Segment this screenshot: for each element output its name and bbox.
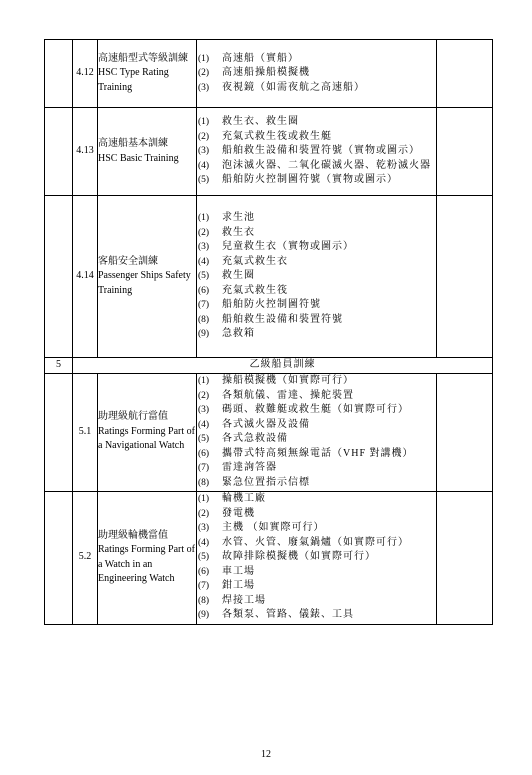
list-item-number: (1) [198, 376, 210, 386]
remark-cell [437, 373, 493, 491]
list-item-number: (9) [198, 610, 210, 621]
list-item [197, 608, 436, 623]
blank-cell [45, 108, 73, 196]
training-name [98, 108, 197, 196]
list-item-text: 主機 （如實際可行） [222, 522, 325, 534]
list-item-number: (5) [198, 175, 210, 186]
page-number: 12 [261, 749, 271, 760]
list-item-text: 水管、火管、廢氣鍋爐（如實際可行） [222, 536, 409, 548]
list-item [197, 313, 436, 328]
list-item [197, 521, 436, 536]
list-item [197, 536, 436, 551]
item-number: 5.2 [73, 491, 98, 624]
list-item-text: 充氣式救生衣 [222, 255, 288, 267]
list-item-number: (2) [198, 227, 210, 238]
list-item [197, 594, 436, 609]
list-item-text: 輪機工廠 [222, 493, 266, 505]
list-item [197, 81, 436, 96]
list-item-number: (3) [198, 523, 210, 534]
list-item-text: 救生衣 [222, 226, 255, 238]
list-item-number: (7) [198, 463, 210, 473]
equipment-list [197, 40, 437, 108]
blank-cell [45, 196, 73, 358]
list-item-text: 夜視鏡（如需夜航之高速船） [222, 81, 365, 93]
list-item-number: (2) [198, 508, 210, 519]
item-number: 5.1 [73, 373, 98, 491]
list-item [197, 130, 436, 145]
list-item [197, 240, 436, 255]
list-item [197, 461, 436, 476]
training-name [98, 373, 197, 491]
remark-cell [437, 108, 493, 196]
list-item-text: 高速船（實船） [222, 52, 299, 64]
list-item-number: (5) [198, 434, 210, 444]
list-item-number: (1) [198, 213, 210, 224]
list-item-text: 船舶防火控制圖符號（實物或圖示） [222, 174, 398, 186]
list-item-number: (8) [198, 314, 210, 325]
blank-cell [45, 40, 73, 108]
list-item-number: (1) [198, 53, 210, 64]
list-item-text: 雷達詢答器 [222, 462, 277, 473]
list-item [197, 432, 436, 447]
training-name-en: Ratings Forming Part of a Navigational Watch [98, 425, 195, 452]
training-name-zh: 客船安全訓練 [98, 255, 158, 267]
training-name-en: HSC Type Rating Training [98, 67, 169, 93]
list-item [197, 389, 436, 404]
list-item-text: 碼頭、救難艇或救生艇（如實際可行） [222, 404, 409, 415]
list-item-text: 車工場 [222, 565, 255, 577]
list-item-number: (8) [198, 477, 210, 488]
table-row [45, 373, 493, 491]
item-number: 4.13 [73, 108, 98, 196]
section-number: 5 [45, 358, 73, 374]
list-item-number: (7) [198, 300, 210, 311]
list-item [197, 144, 436, 159]
list-item [197, 284, 436, 299]
list-item-number: (2) [198, 68, 210, 79]
list-item [197, 255, 436, 270]
table-row [45, 40, 493, 108]
list-item-text: 各類航儀、雷達、操舵裝置 [222, 389, 354, 401]
section-title: 乙級船員訓練 [73, 358, 493, 374]
list-item [197, 115, 436, 130]
list-item-text: 急救箱 [222, 328, 255, 340]
training-name-en: HSC Basic Training [98, 152, 179, 164]
list-item-text: 救生圈 [222, 270, 255, 282]
list-item [197, 52, 436, 67]
equipment-list [197, 373, 437, 491]
table-row [45, 491, 493, 624]
list-item-text: 救生衣、救生圈 [222, 116, 299, 128]
list-item-number: (1) [198, 494, 210, 505]
list-item-text: 船舶救生設備和裝置符號（實物或圖示） [222, 145, 420, 157]
item-number: 4.12 [73, 40, 98, 108]
list-item-text: 船舶救生設備和裝置符號 [222, 313, 343, 325]
list-item [197, 374, 436, 389]
list-item-number: (1) [198, 117, 210, 128]
list-item-text: 各式急救設備 [222, 433, 288, 444]
list-item-number: (8) [198, 595, 210, 606]
list-item-number: (2) [198, 390, 210, 401]
table-row [45, 108, 493, 196]
list-item-number: (4) [198, 419, 210, 430]
list-item-number: (6) [198, 566, 210, 577]
list-item [197, 298, 436, 313]
list-item-number: (2) [198, 131, 210, 142]
list-item [197, 476, 436, 491]
list-item-text: 攜帶式特高頻無線電話（VHF 對講機） [222, 447, 414, 459]
list-item-number: (7) [198, 581, 210, 592]
list-item-number: (4) [198, 256, 210, 267]
list-item-text: 求生池 [222, 212, 255, 224]
training-name [98, 491, 197, 624]
list-item-text: 發電機 [222, 507, 255, 519]
list-item-number: (3) [198, 82, 210, 93]
training-name [98, 40, 197, 108]
list-item-text: 充氣式救生筏 [222, 284, 288, 296]
list-item [197, 507, 436, 522]
list-item-text: 緊急位置指示信標 [222, 476, 310, 488]
list-item-number: (9) [198, 329, 210, 340]
list-item-text: 鉗工場 [222, 580, 255, 592]
list-item-text: 焊接工場 [222, 594, 266, 606]
list-item-number: (6) [198, 448, 210, 459]
list-item [197, 579, 436, 594]
list-item [197, 269, 436, 284]
item-number: 4.14 [73, 196, 98, 358]
remark-cell [437, 40, 493, 108]
remark-cell [437, 491, 493, 624]
equipment-list [197, 108, 437, 196]
table-row [45, 196, 493, 358]
training-name-en: Ratings Forming Part of a Watch in an Engineering Watch [98, 544, 195, 584]
list-item [197, 173, 436, 188]
list-item [197, 66, 436, 81]
list-item-number: (3) [198, 242, 210, 253]
training-name-zh: 高速船型式等級訓練 [98, 52, 188, 64]
list-item [197, 403, 436, 418]
list-item-text: 各類泵、管路、儀錶、工具 [222, 609, 354, 621]
training-name-zh: 高速船基本訓練 [98, 138, 168, 149]
list-item-text: 兒童救生衣（實物或圖示） [222, 241, 354, 253]
training-name-zh: 助理級輪機當值 [98, 529, 168, 541]
list-item-number: (6) [198, 285, 210, 296]
list-item-text: 高速船操船模擬機 [222, 67, 310, 79]
list-item [197, 550, 436, 565]
list-item-number: (5) [198, 552, 210, 563]
blank-cell [45, 373, 73, 491]
list-item [197, 492, 436, 507]
list-item [197, 565, 436, 580]
list-item [197, 226, 436, 241]
list-item-text: 充氣式救生筏或救生艇 [222, 130, 332, 142]
blank-cell [45, 491, 73, 624]
remark-cell [437, 196, 493, 358]
list-item-text: 船舶防火控制圖符號 [222, 299, 321, 311]
equipment-list [197, 491, 437, 624]
equipment-table [44, 39, 493, 625]
list-item-text: 各式滅火器及設備 [222, 418, 310, 430]
list-item [197, 211, 436, 226]
section-row [45, 358, 493, 374]
list-item-text: 故障排除模擬機（如實際可行） [222, 551, 376, 563]
list-item [197, 447, 436, 462]
training-name-en: Passenger Ships Safety Training [98, 270, 191, 296]
list-item-number: (4) [198, 160, 210, 171]
list-item-number: (4) [198, 537, 210, 548]
list-item-number: (3) [198, 146, 210, 157]
list-item-number: (5) [198, 271, 210, 282]
list-item-text: 操船模擬機（如實際可行） [222, 375, 354, 386]
list-item [197, 159, 436, 174]
list-item-number: (3) [198, 405, 210, 415]
training-name [98, 196, 197, 358]
training-name-zh: 助理級航行當值 [98, 411, 168, 423]
list-item [197, 418, 436, 433]
list-item [197, 327, 436, 342]
equipment-list [197, 196, 437, 358]
list-item-text: 泡沫滅火器、二氧化碳滅火器、乾粉滅火器 [222, 159, 431, 171]
